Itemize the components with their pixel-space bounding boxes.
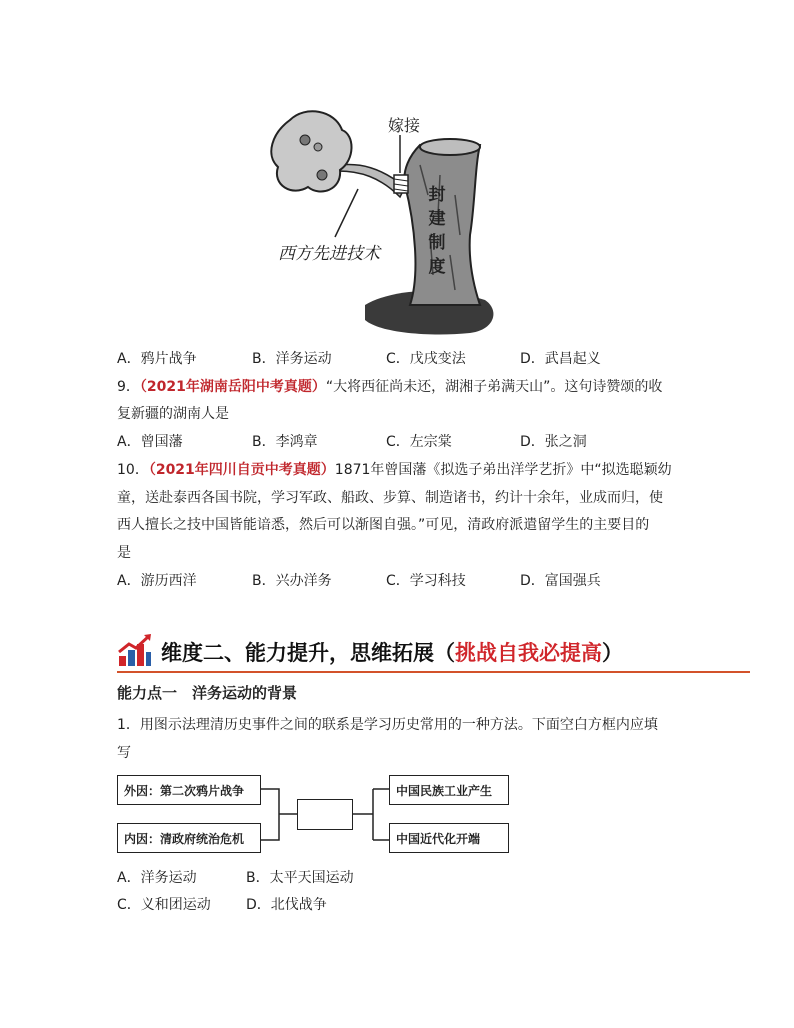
q1-option-d: D．北伐战争: [246, 897, 327, 913]
q9-stem: [117, 377, 662, 397]
section-divider: [117, 671, 750, 673]
trunk-label: [427, 183, 447, 279]
section-title-highlight: 挑战自我必提高: [455, 641, 602, 665]
graft-label: 嫁接: [388, 116, 421, 135]
western-tech-label: 西方先进技术: [278, 244, 380, 264]
q1-option-a: A．洋务运动: [117, 870, 197, 886]
diagram-box-modernization-start: 中国近代化开端: [389, 823, 509, 853]
q9-source: （2021年湖南岳阳中考真题）: [139, 379, 326, 395]
section-title-end: ）: [602, 641, 623, 665]
diagram-box-national-industry: 中国民族工业产生: [389, 775, 509, 805]
trunk-char: 度: [428, 257, 446, 277]
q10-source: （2021年四川自贡中考真题）: [148, 462, 335, 478]
q10-option-d: D．富国强兵: [520, 573, 601, 589]
q1-option-b: B．太平天国运动: [246, 870, 354, 886]
q10-stem-text: 1871年曾国藩《拟选子弟出洋学艺折》中“拟选聪颖幼: [334, 462, 672, 478]
q1-option-c: C．义和团运动: [117, 897, 211, 913]
q10-option-c: C．学习科技: [386, 573, 466, 589]
q10-stem-line4: 是: [117, 545, 131, 561]
q10-option-b: B．兴办洋务: [252, 573, 332, 589]
q1-stem-line1: 1．用图示法理清历史事件之间的联系是学习历史常用的一种方法。下面空白方框内应填: [117, 717, 658, 733]
trunk-char: 封: [428, 185, 446, 205]
diagram-box-external-cause: 外因：第二次鸦片战争: [117, 775, 261, 805]
q9-stem-text: “大将西征尚未还，湖湘子弟满天山”。这句诗赞颂的收: [325, 379, 663, 395]
graft-cartoon-figure: [270, 105, 510, 340]
diagram-box-internal-cause: 内因：清政府统治危机: [117, 823, 261, 853]
q10-number: 10．: [117, 462, 149, 478]
diagram-blank-box: [297, 799, 353, 830]
q10-stem-line3: 西人擅长之技中国皆能谙悉，然后可以渐图自强。”可见，清政府派遣留学生的主要目的: [117, 517, 650, 533]
bar-chart-growth-icon: [117, 632, 153, 668]
section-title: [161, 637, 623, 667]
q8-option-a: A．鸦片战争: [117, 351, 197, 367]
section-title-main: 维度二、能力提升，思维拓展（: [161, 641, 455, 665]
q9-option-c: C．左宗棠: [386, 434, 452, 450]
q10-option-a: A．游历西洋: [117, 573, 197, 589]
q1-stem-line2: 写: [117, 745, 131, 761]
q8-option-c: C．戊戌变法: [386, 351, 466, 367]
q9-number: 9．: [117, 379, 140, 395]
q9-option-b: B．李鸿章: [252, 434, 318, 450]
q9-option-d: D．张之洞: [520, 434, 587, 450]
q10-stem-line2: 童，送赴泰西各国书院，学习军政、船政、步算、制造诸书，约计十余年，业成而归，使: [117, 490, 663, 506]
trunk-char: 建: [428, 209, 446, 229]
q9-stem-line2: 复新疆的湖南人是: [117, 406, 229, 422]
q10-stem: [117, 460, 672, 480]
trunk-char: 制: [428, 233, 446, 253]
graft-cartoon-illustration: [270, 105, 510, 340]
ability-point-heading: 能力点一 洋务运动的背景: [117, 684, 298, 702]
q8-option-d: D．武昌起义: [520, 351, 601, 367]
q8-option-b: B．洋务运动: [252, 351, 332, 367]
q9-option-a: A．曾国藩: [117, 434, 183, 450]
